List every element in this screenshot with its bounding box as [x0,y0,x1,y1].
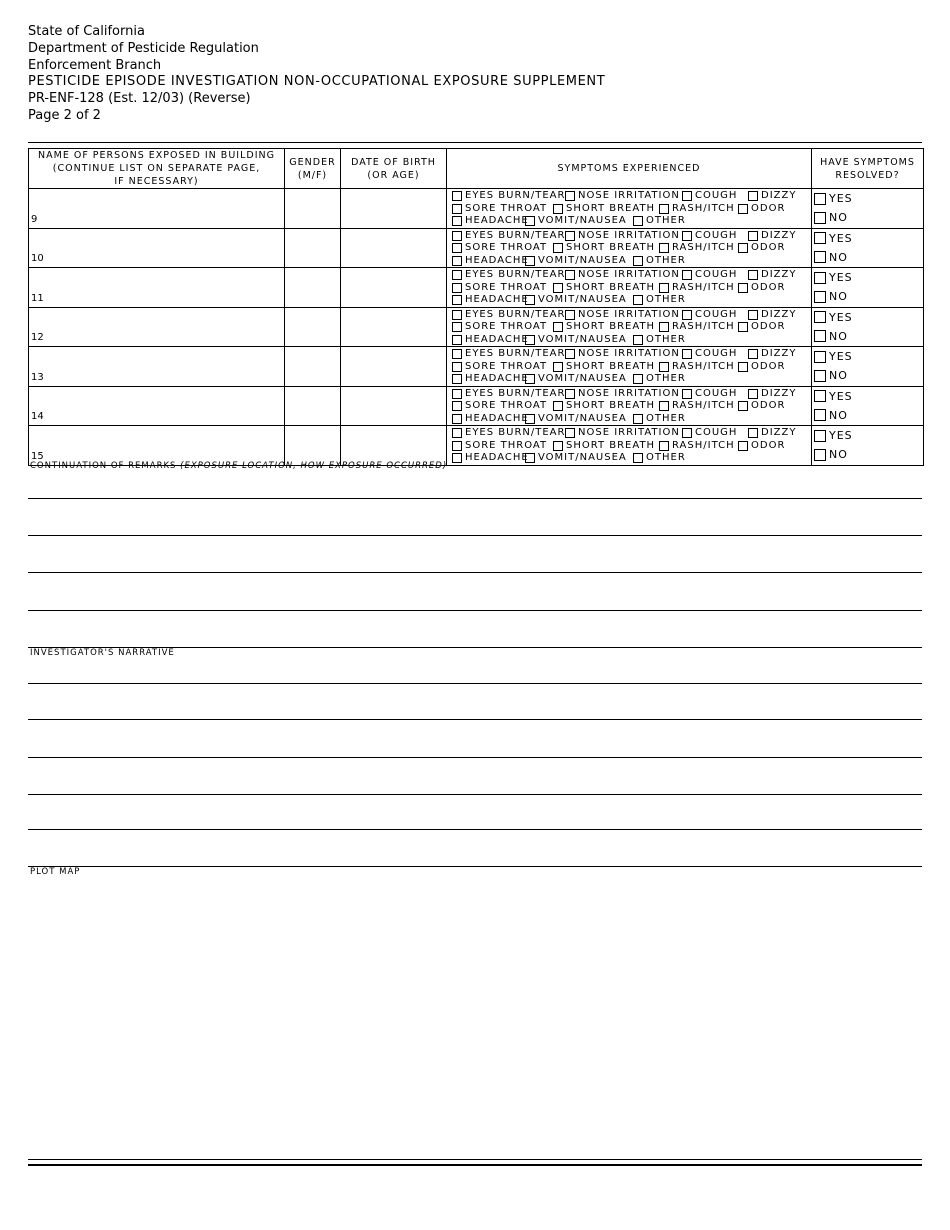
eyes-burn-checkbox[interactable]: EYES BURN/TEAR [452,230,565,243]
no-checkbox[interactable]: NO [814,208,923,227]
dizzy-checkbox[interactable]: DIZZY [748,230,796,243]
dob-cell[interactable] [341,228,447,268]
other-checkbox[interactable]: OTHER [633,215,686,228]
dizzy-checkbox[interactable]: DIZZY [748,427,796,440]
nose-irritation-checkbox[interactable]: NOSE IRRITATION [565,427,680,440]
vomit-nausea-checkbox[interactable]: VOMIT/NAUSEA [525,452,627,465]
col-header-resolved: HAVE SYMPTOMS RESOLVED? [812,149,924,189]
row-number: 15 [31,450,44,462]
other-checkbox[interactable]: OTHER [633,413,686,426]
symptoms-cell [447,386,812,426]
no-checkbox[interactable]: NO [814,287,923,306]
symptoms-cell [447,347,812,387]
remarks-line[interactable] [28,572,922,573]
dob-cell[interactable] [341,189,447,229]
eyes-burn-checkbox[interactable]: EYES BURN/TEAR [452,348,565,361]
name-cell[interactable] [29,228,285,268]
form-title: PESTICIDE EPISODE INVESTIGATION NON-OCCUPATIONAL EXPOSURE SUPPLEMENT [28,74,606,90]
narrative-line[interactable] [28,719,922,720]
row-number: 13 [31,371,44,383]
symptoms-cell [447,426,812,466]
dizzy-checkbox[interactable]: DIZZY [748,269,796,282]
col-header-gender: GENDER (M/F) [285,149,341,189]
branch-name: Enforcement Branch [28,57,162,73]
table-row [29,189,924,229]
dizzy-checkbox[interactable]: DIZZY [748,388,796,401]
rash-itch-checkbox[interactable]: RASH/ITCH [659,440,735,453]
other-checkbox[interactable]: OTHER [633,334,686,347]
odor-checkbox[interactable]: ODOR [738,282,785,295]
narrative-line[interactable] [28,683,922,684]
short-breath-checkbox[interactable]: SHORT BREATH [553,321,655,334]
no-checkbox[interactable]: NO [814,406,923,425]
gender-cell[interactable] [285,307,341,347]
vomit-nausea-checkbox[interactable]: VOMIT/NAUSEA [525,255,627,268]
col-header-name: NAME OF PERSONS EXPOSED IN BUILDING (CONTINUE LIST ON SEPARATE PAGE, IF NECESSARY) [29,149,285,189]
narrative-label: INVESTIGATOR'S NARRATIVE [30,648,175,658]
form-header [28,24,605,125]
vomit-nausea-checkbox[interactable]: VOMIT/NAUSEA [525,294,627,307]
no-checkbox[interactable]: NO [814,248,923,267]
dob-cell[interactable] [341,307,447,347]
other-checkbox[interactable]: OTHER [633,452,686,465]
narrative-line[interactable] [28,866,922,867]
rash-itch-checkbox[interactable]: RASH/ITCH [659,242,735,255]
nose-irritation-checkbox[interactable]: NOSE IRRITATION [565,190,680,203]
name-cell[interactable] [29,347,285,387]
name-cell[interactable] [29,386,285,426]
cough-checkbox[interactable]: COUGH [682,388,737,401]
row-number: 14 [31,411,44,422]
form-id: PR-ENF-128 (Est. 12/03) (Reverse) [28,91,251,107]
cough-checkbox[interactable]: COUGH [682,309,737,322]
rash-itch-checkbox[interactable]: RASH/ITCH [659,282,735,295]
name-cell[interactable] [29,189,285,229]
headache-checkbox[interactable]: HEADACHE [452,373,529,386]
remarks-line[interactable] [28,498,922,499]
other-checkbox[interactable]: OTHER [633,294,686,307]
nose-irritation-checkbox[interactable]: NOSE IRRITATION [565,388,680,401]
other-checkbox[interactable]: OTHER [633,255,686,268]
table-row [29,228,924,268]
table-row [29,307,924,347]
remarks-hint: (EXPOSURE LOCATION, HOW EXPOSURE OCCURRED) [180,461,448,471]
odor-checkbox[interactable]: ODOR [738,203,785,216]
gender-cell[interactable] [285,386,341,426]
plot-map-area[interactable] [28,880,922,1155]
odor-checkbox[interactable]: ODOR [738,400,785,413]
yes-checkbox[interactable]: YES [814,189,923,208]
yes-checkbox[interactable]: YES [814,387,923,406]
yes-checkbox[interactable]: YES [814,308,923,327]
symptoms-cell [447,307,812,347]
sore-throat-checkbox[interactable]: SORE THROAT [452,242,547,255]
no-checkbox[interactable]: NO [814,445,923,464]
resolved-cell [812,189,924,229]
vomit-nausea-checkbox[interactable]: VOMIT/NAUSEA [525,373,627,386]
eyes-burn-checkbox[interactable]: EYES BURN/TEAR [452,388,565,401]
odor-checkbox[interactable]: ODOR [738,321,785,334]
nose-irritation-checkbox[interactable]: NOSE IRRITATION [565,230,680,243]
cough-checkbox[interactable]: COUGH [682,230,737,243]
short-breath-checkbox[interactable]: SHORT BREATH [553,400,655,413]
short-breath-checkbox[interactable]: SHORT BREATH [553,440,655,453]
name-cell[interactable] [29,268,285,308]
table-row [29,347,924,387]
rash-itch-checkbox[interactable]: RASH/ITCH [659,203,735,216]
eyes-burn-checkbox[interactable]: EYES BURN/TEAR [452,190,565,203]
cough-checkbox[interactable]: COUGH [682,427,737,440]
eyes-burn-checkbox[interactable]: EYES BURN/TEAR [452,309,565,322]
resolved-cell [812,426,924,466]
resolved-cell [812,228,924,268]
symptoms-cell [447,228,812,268]
dob-cell[interactable] [341,268,447,308]
narrative-line[interactable] [28,757,922,758]
bottom-rule-thick [28,1164,922,1166]
odor-checkbox[interactable]: ODOR [738,242,785,255]
sore-throat-checkbox[interactable]: SORE THROAT [452,321,547,334]
name-cell[interactable] [29,307,285,347]
plot-map-label: PLOT MAP [30,867,81,877]
no-checkbox[interactable]: NO [814,366,923,385]
symptoms-cell [447,268,812,308]
vomit-nausea-checkbox[interactable]: VOMIT/NAUSEA [525,413,627,426]
gender-cell[interactable] [285,347,341,387]
yes-checkbox[interactable]: YES [814,229,923,248]
exposure-table [28,148,924,466]
row-number: 12 [31,332,44,343]
dizzy-checkbox[interactable]: DIZZY [748,190,796,203]
table-row [29,426,924,466]
yes-checkbox[interactable]: YES [814,268,923,287]
row-number: 9 [31,213,38,225]
yes-checkbox[interactable]: YES [814,426,923,445]
short-breath-checkbox[interactable]: SHORT BREATH [553,242,655,255]
col-header-symptoms: SYMPTOMS EXPERIENCED [447,149,812,189]
headache-checkbox[interactable]: HEADACHE [452,452,529,465]
nose-irritation-checkbox[interactable]: NOSE IRRITATION [565,309,680,322]
yes-checkbox[interactable]: YES [814,347,923,366]
cough-checkbox[interactable]: COUGH [682,269,737,282]
resolved-cell [812,347,924,387]
resolved-cell [812,268,924,308]
table-row [29,386,924,426]
gender-cell[interactable] [285,228,341,268]
nose-irritation-checkbox[interactable]: NOSE IRRITATION [565,348,680,361]
narrative-line[interactable] [28,794,922,795]
headache-checkbox[interactable]: HEADACHE [452,215,529,228]
rash-itch-checkbox[interactable]: RASH/ITCH [659,361,735,374]
dizzy-checkbox[interactable]: DIZZY [748,348,796,361]
nose-irritation-checkbox[interactable]: NOSE IRRITATION [565,269,680,282]
sore-throat-checkbox[interactable]: SORE THROAT [452,440,547,453]
dizzy-checkbox[interactable]: DIZZY [748,309,796,322]
symptoms-cell [447,189,812,229]
state-name: State of California [28,24,145,39]
name-cell[interactable] [29,426,285,466]
eyes-burn-checkbox[interactable]: EYES BURN/TEAR [452,427,565,440]
odor-checkbox[interactable]: ODOR [738,440,785,453]
page-number: Page 2 of 2 [28,107,101,123]
vomit-nausea-checkbox[interactable]: VOMIT/NAUSEA [525,334,627,347]
remarks-label: CONTINUATION OF REMARKS (EXPOSURE LOCATION, HOW EXPOSURE OCCURRED) [30,461,448,471]
resolved-cell [812,307,924,347]
divider [28,142,922,143]
other-checkbox[interactable]: OTHER [633,373,686,386]
rash-itch-checkbox[interactable]: RASH/ITCH [659,400,735,413]
headache-checkbox[interactable]: HEADACHE [452,334,529,347]
remarks-line[interactable] [28,535,922,536]
short-breath-checkbox[interactable]: SHORT BREATH [553,361,655,374]
headache-checkbox[interactable]: HEADACHE [452,255,529,268]
sore-throat-checkbox[interactable]: SORE THROAT [452,282,547,295]
short-breath-checkbox[interactable]: SHORT BREATH [553,282,655,295]
row-number: 11 [31,292,44,304]
headache-checkbox[interactable]: HEADACHE [452,413,529,426]
short-breath-checkbox[interactable]: SHORT BREATH [553,203,655,216]
rash-itch-checkbox[interactable]: RASH/ITCH [659,321,735,334]
cough-checkbox[interactable]: COUGH [682,348,737,361]
gender-cell[interactable] [285,268,341,308]
odor-checkbox[interactable]: ODOR [738,361,785,374]
vomit-nausea-checkbox[interactable]: VOMIT/NAUSEA [525,215,627,228]
cough-checkbox[interactable]: COUGH [682,190,737,203]
dob-cell[interactable] [341,426,447,466]
no-checkbox[interactable]: NO [814,327,923,346]
eyes-burn-checkbox[interactable]: EYES BURN/TEAR [452,269,565,282]
gender-cell[interactable] [285,426,341,466]
sore-throat-checkbox[interactable]: SORE THROAT [452,361,547,374]
remarks-line[interactable] [28,610,922,611]
headache-checkbox[interactable]: HEADACHE [452,294,529,307]
department-name: Department of Pesticide Regulation [28,40,259,56]
gender-cell[interactable] [285,189,341,229]
bottom-rule [28,1159,922,1160]
row-number: 10 [31,253,44,264]
narrative-line[interactable] [28,829,922,830]
sore-throat-checkbox[interactable]: SORE THROAT [452,203,547,216]
col-header-dob: DATE OF BIRTH (OR AGE) [341,149,447,189]
table-row [29,268,924,308]
dob-cell[interactable] [341,347,447,387]
resolved-cell [812,386,924,426]
sore-throat-checkbox[interactable]: SORE THROAT [452,400,547,413]
dob-cell[interactable] [341,386,447,426]
